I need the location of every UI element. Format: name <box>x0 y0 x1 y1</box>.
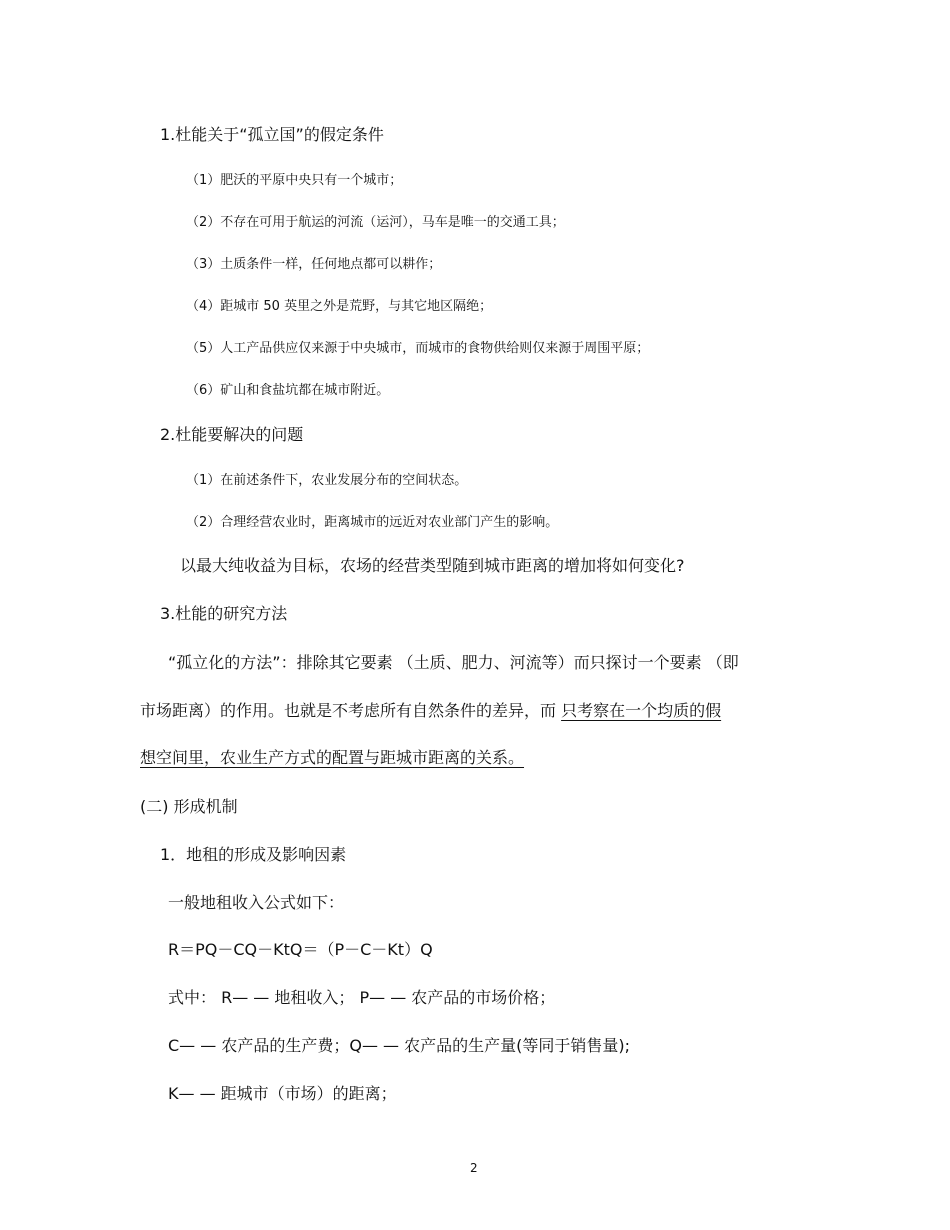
section2-heading: 2.杜能要解决的问题 <box>160 425 304 444</box>
research-question: 以最大纯收益为目标，农场的经营类型随到城市距离的增加将如何变化? <box>180 556 685 575</box>
page-number: 2 <box>470 1161 478 1175</box>
formula-intro: 一般地租收入公式如下： <box>168 893 345 912</box>
method-text-plain: 市场距离）的作用。也就是不考虑所有自然条件的差异，而 <box>140 701 562 720</box>
assumption-5: （5）人工产品供应仅来源于中央城市，而城市的食物供给则仅来源于周围平原； <box>186 341 650 356</box>
rent-formula: R＝PQ－CQ－KtQ＝（P－C－Kt）Q <box>168 940 433 959</box>
method-text-underlined: 只考察在一个均质的假 <box>561 701 722 720</box>
assumption-3: （3）土质条件一样，任何地点都可以耕作； <box>186 257 442 272</box>
method-paragraph-line-3: 想空间里，农业生产方式的配置与距城市距离的关系。 <box>140 748 525 767</box>
rent-subheading: 1．地租的形成及影响因素 <box>160 845 347 864</box>
section3-heading: 3.杜能的研究方法 <box>160 604 288 623</box>
assumption-4: （4）距城市 50 英里之外是荒野，与其它地区隔绝； <box>186 299 493 314</box>
section1-heading: 1.杜能关于“孤立国”的假定条件 <box>160 125 384 144</box>
method-paragraph-line-1: “孤立化的方法”：排除其它要素 （土质、肥力、河流等）而只探讨一个要素 （即 <box>168 653 739 672</box>
problem-1: （1）在前述条件下，农业发展分布的空间状态。 <box>186 473 468 488</box>
problem-2: （2）合理经营农业时，距离城市的远近对农业部门产生的影响。 <box>186 515 559 530</box>
assumption-1: （1）肥沃的平原中央只有一个城市； <box>186 173 403 188</box>
definition-1: 式中： R— — 地租收入； P— — 农产品的市场价格； <box>168 988 556 1007</box>
definition-3: K— — 距城市（市场）的距离； <box>168 1084 397 1103</box>
mechanism-heading: (二) 形成机制 <box>140 797 238 816</box>
definition-2: C— — 农产品的生产费；Q— — 农产品的生产量(等同于销售量); <box>168 1036 630 1055</box>
assumption-2: （2）不存在可用于航运的河流（运河），马车是唯一的交通工具； <box>186 215 565 230</box>
assumption-6: （6）矿山和食盐坑都在城市附近。 <box>186 383 390 398</box>
method-paragraph-line-2 <box>140 698 721 721</box>
